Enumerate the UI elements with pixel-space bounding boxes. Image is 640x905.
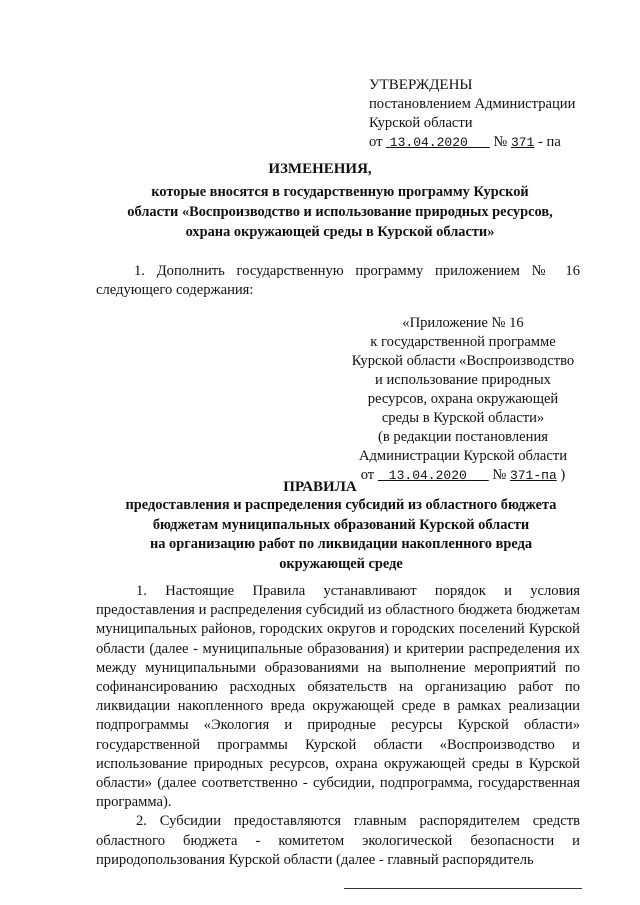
rules-title: ПРАВИЛА	[283, 479, 357, 495]
appendix-line: и использование природных	[375, 372, 551, 388]
number-label: №	[493, 134, 508, 150]
appendix-close-paren: )	[560, 467, 566, 483]
changes-title: ИЗМЕНЕНИЯ,	[268, 161, 372, 177]
rules-paragraph-1: 1. Настоящие Правила устанавливают порядок и условия предоставления и распределения субсидий из областного бюджета бюджетам муниципальных районов, городских округов и городских поселений Курской области (далее - муниципальные образования) и критерии распределения их между муниципальными образованиями на выполнение мероприятий по софинансированию расходных обязательств на организацию работ по ликвидации накопленного вреда окружающей среде в рамках реализации подпрограммы «Экология и природные ресурсы Курской области» государственной программы Курской области «Воспроизводство и использование природных ресурсов, охрана окружающей среды в Курской области» (далее соответственно - субсидии, подпрограмма, государственная программа).	[96, 583, 580, 811]
rules-subtitle-line: окружающей среде	[279, 555, 403, 572]
changes-subtitle-line: охрана окружающей среды в Курской области»	[185, 224, 495, 240]
appendix-number: 371-па	[509, 468, 557, 483]
rules-body	[96, 582, 580, 870]
approval-date-row	[369, 133, 619, 152]
footer-divider	[344, 888, 582, 889]
approval-date: 13.04.2020	[389, 135, 468, 150]
appendix-line: ресурсов, охрана окружающей	[367, 391, 559, 407]
number-label: №	[492, 467, 507, 483]
changes-subtitle-line: области «Воспроизводство и использование природных ресурсов,	[127, 204, 553, 220]
number-suffix: - па	[538, 134, 561, 150]
appendix-line: к государственной программе	[370, 334, 556, 350]
approval-line: Курской области	[369, 115, 473, 131]
changes-subtitle-line: которые вносятся в государственную программу Курской	[151, 184, 529, 200]
approval-heading: УТВЕРЖДЕНЫ	[369, 77, 473, 93]
appendix-line: (в редакции постановления	[378, 429, 548, 445]
approval-number: 371	[510, 135, 535, 150]
appendix-line: Администрации Курской области	[358, 448, 568, 464]
from-label: от	[360, 467, 375, 483]
approval-line: постановлением Администрации	[369, 96, 576, 112]
appendix-line: Курской области «Воспроизводство	[351, 353, 575, 369]
rules-subtitle-line: предоставления и распределения субсидий из областного бюджета	[125, 497, 557, 513]
rules-subtitle-line: на организацию работ по ликвидации накопленного вреда	[149, 536, 533, 552]
rules-subtitle-line: бюджетам муниципальных образований Курской области	[152, 516, 530, 533]
rules-subtitle	[96, 496, 586, 574]
item-1-paragraph: 1. Дополнить государственную программу приложением № 16 следующего содержания:	[96, 263, 580, 298]
from-label: от	[369, 134, 383, 150]
appendix-date: 13.04.2020	[388, 468, 467, 483]
appendix-block	[338, 314, 588, 485]
changes-subtitle	[100, 182, 580, 242]
appendix-line: среды в Курской области»	[381, 410, 545, 426]
appendix-line: «Приложение № 16	[402, 315, 524, 331]
approval-block	[369, 76, 619, 152]
rules-paragraph-2: 2. Субсидии предоставляются главным распорядителем средств областного бюджета - комитетом экологической безопасности и природопользования Курской области (далее - главный распорядитель	[96, 813, 580, 868]
